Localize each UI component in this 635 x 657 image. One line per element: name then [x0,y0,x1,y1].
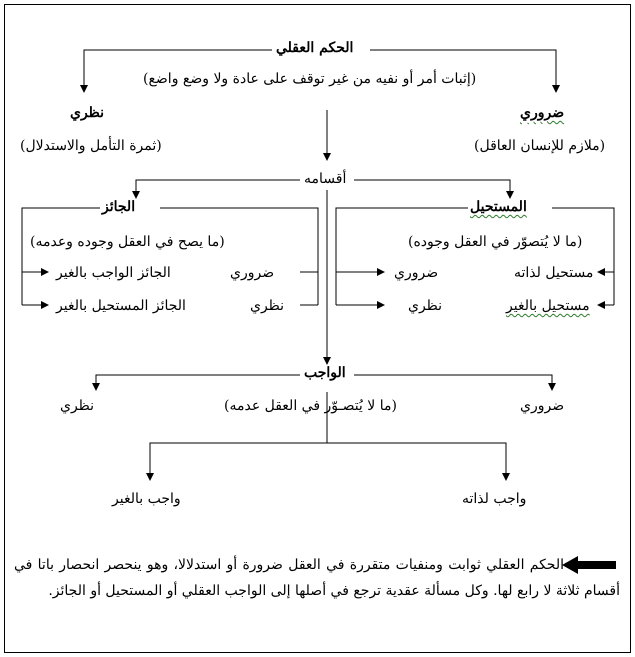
theoretical-definition: (ثمرة التأمل والاستدلال) [20,138,162,154]
impossible-row2-kind: مستحيل بالغير [506,298,590,314]
necessary-title: ضروري [520,105,565,121]
possible-row1-example: الجائز الواجب بالغير [56,265,171,281]
wajib-to-by-itself-arrow [327,443,506,480]
necessary-definition: (ملازم للإنسان العاقل) [474,138,606,154]
wajib-definition: (ما لا يُتصـوّر في العقل عدمه) [224,398,397,414]
wajib-by-other: واجب بالغير [112,491,181,507]
summary-note [14,552,620,604]
root-title: الحكم العقلي [276,40,354,56]
divisions-to-possible-arrow [136,180,300,198]
impossible-row1-type: ضروري [394,265,439,281]
wajib-title: الواجب [304,365,346,381]
impossible-title: المستحيل [470,199,527,215]
possible-row2-type: نظري [250,298,285,314]
possible-left-bracket [22,208,100,305]
possible-title: الجائز [102,199,136,215]
impossible-left-bracket [336,208,468,305]
summary-note-text: الحكم العقلي ثوابت ومنفيات متقررة في العقل ضرورة أو استدلالا، وهو ينحصر انحصار باتا في أقسام ثلاثة لا رابع لها. وكل مسألة عقدية ترجع في أصلها إلى الواجب العقلي أو المستحيل أو الجائز. [14,557,620,599]
wajib-to-necessary-arrow [354,375,552,390]
impossible-row2-type: نظري [408,298,443,314]
divisions-to-impossible-arrow [354,180,510,198]
divisions-label: أقسامه [304,171,347,187]
theoretical-title: نظري [70,105,105,121]
impossible-definition: (ما لا يُتصوّر في العقل وجوده) [408,234,583,250]
wajib-theoretical: نظري [60,398,95,414]
possible-row2-example: الجائز المستحيل بالغير [56,298,186,314]
wajib-to-theoretical-arrow [96,375,300,390]
possible-row1-type: ضروري [230,265,275,281]
root-definition: (إثبات أمر أو نفيه من غير توقف على عادة ولا وضع واضع) [143,71,477,87]
wajib-by-itself: واجب لذاته [462,491,527,507]
possible-definition: (ما يصح في العقل وجوده وعدمه) [30,234,225,250]
impossible-row1-kind: مستحيل لذاته [514,265,594,281]
wajib-to-by-other-arrow [150,443,327,480]
wajib-necessary: ضروري [520,398,565,414]
impossible-right-bracket [552,208,614,305]
possible-right-bracket [160,208,318,305]
